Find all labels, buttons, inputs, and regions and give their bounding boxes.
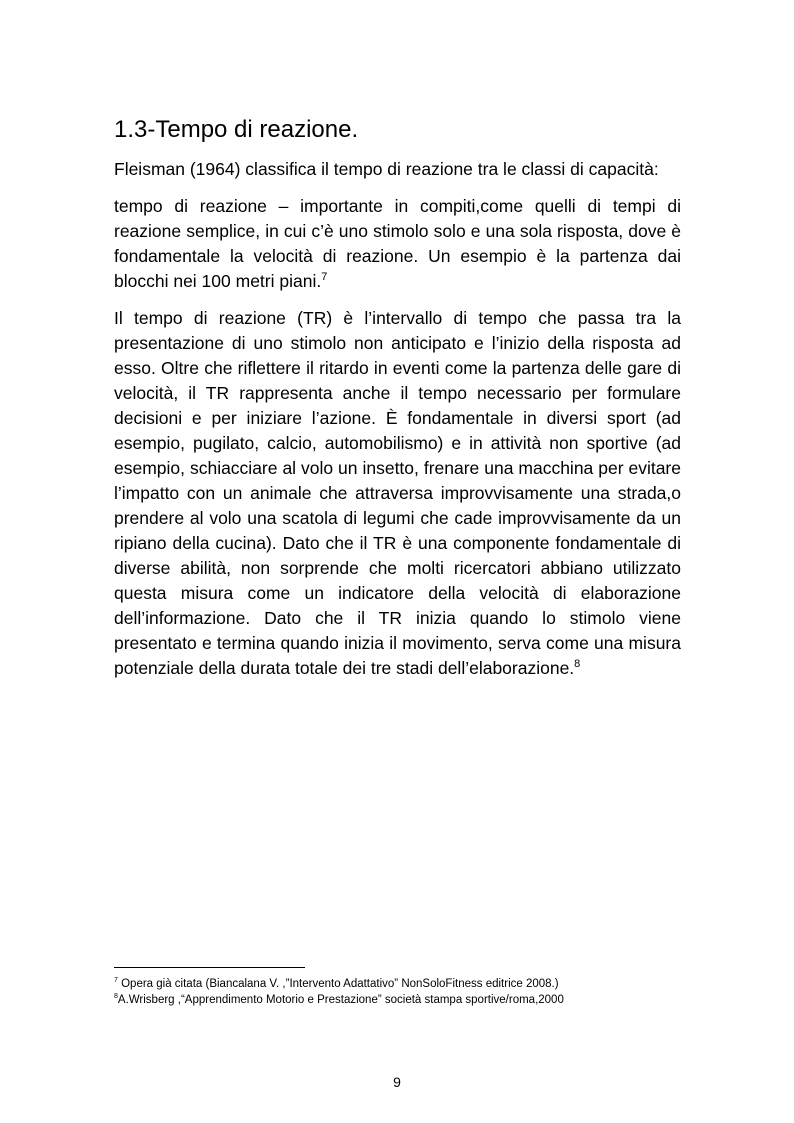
footnote-ref-7[interactable]: 7: [321, 271, 328, 284]
paragraph-2: [114, 194, 681, 294]
paragraph-1: [114, 157, 681, 182]
footnote-number: 7: [114, 977, 118, 985]
footnote-text: A.Wrisberg ,“Apprendimento Motorio e Prestazione” società stampa sportive/roma,2000: [117, 994, 564, 1006]
body-content: [114, 113, 681, 693]
page-number: 9: [393, 1074, 401, 1090]
paragraph-3: [114, 306, 681, 681]
footnote-ref-8[interactable]: 8: [574, 658, 581, 671]
paragraph-1-text: Fleisman (1964) classifica il tempo di reazione tra le classi di capacità:: [114, 159, 659, 179]
footnote-divider: [114, 967, 305, 968]
paragraph-2-text: tempo di reazione – importante in compiti,come quelli di tempi di reazione semplice, in cui c’è uno stimolo solo e una sola risposta, dove è fondamentale la velocità di reazione. Un esempio è la partenza dai blocchi nei 100 metri piani.: [114, 196, 681, 291]
footnote-8: [114, 992, 681, 1008]
footnotes: [114, 976, 681, 1008]
footnote-text: Opera già citata (Biancalana V. ,”Intervento Adattativo” NonSoloFitness editrice 2008.): [121, 978, 559, 990]
footnote-number: 8: [114, 993, 118, 1001]
section-heading: 1.3-Tempo di reazione.: [114, 116, 359, 143]
footnote-7: [114, 976, 681, 992]
paragraph-3-text: Il tempo di reazione (TR) è l’intervallo di tempo che passa tra la presentazione di uno stimolo non anticipato e l’inizio della risposta ad esso. Oltre che riflettere il ritardo in eventi come la partenza delle gare di velocità, il TR rappresenta anche il tempo necessario per formulare decisioni e per iniziare l’azione. È fondamentale in diversi sport (ad esempio, pugilato, calcio, automobilismo) e in attività non sportive (ad esempio, schiacciare al volo un insetto, frenare una macchina per evitare l’impatto con un animale che attraversa improvvisamente una strada,o prendere al volo una scatola di legumi che cade improvvisamente da un ripiano della cucina). Dato che il TR è una componente fondamentale di diverse abilità, non sorprende che molti ricercatori abbiano utilizzato questa misura come un indicatore della velocità di elaborazione dell’informazione. Dato che il TR inizia quando lo stimolo viene presentato e termina quando inizia il movimento, serva come una misura potenziale della durata totale dei tre stadi dell’elaborazione.: [114, 308, 681, 678]
